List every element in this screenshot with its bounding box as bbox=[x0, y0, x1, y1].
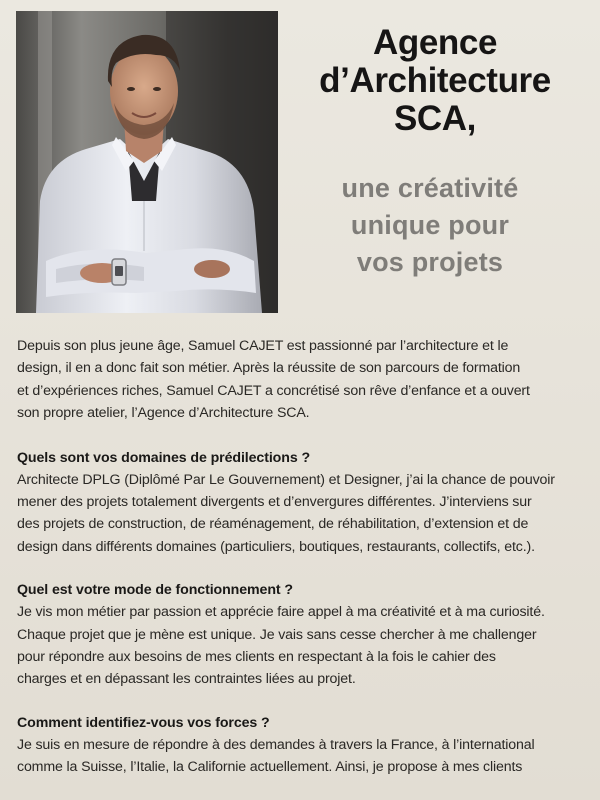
article-body bbox=[17, 335, 585, 800]
portrait-photo bbox=[16, 11, 278, 313]
intro-paragraph bbox=[17, 335, 585, 425]
answer-line: Chaque projet que je mène est unique. Je vais sans cesse chercher à me challenger bbox=[17, 626, 537, 643]
section-operating-mode bbox=[17, 579, 585, 691]
answer-line: Je suis en mesure de répondre à des demandes à travers la France, à l’international bbox=[17, 736, 535, 753]
title-line-3: SCA, bbox=[393, 99, 477, 138]
section-domains bbox=[17, 447, 585, 559]
title-line-2: d’Architecture bbox=[319, 61, 551, 100]
answer-line: Je vis mon métier par passion et apprécie faire appel à ma créativité et à ma curiosité. bbox=[17, 604, 545, 621]
intro-line: et d’expériences riches, Samuel CAJET a concrétisé son rêve d’enfance et a ouvert bbox=[17, 382, 530, 399]
answer-line: des projets de construction, de réaménagement, de réhabilitation, d’extension et de bbox=[17, 516, 529, 533]
answer-line: comme la Suisse, l’Italie, la Californie actuellement. Ainsi, je propose à mes clients bbox=[17, 759, 523, 776]
question-heading: Quels sont vos domaines de prédilections ? bbox=[17, 449, 311, 466]
answer-line: mener des projets totalement divergents et d’envergures différentes. J’interviens sur bbox=[17, 494, 532, 511]
article-subtitle bbox=[300, 170, 560, 281]
subtitle-line-2: unique pour bbox=[350, 210, 510, 240]
answer-paragraph bbox=[17, 734, 585, 779]
answer-line: pour répondre aux besoins de mes clients en respectant à la fois le cahier des bbox=[17, 649, 496, 666]
intro-line: son propre atelier, l’Agence d’Architecture SCA. bbox=[17, 405, 310, 422]
title-line-1: Agence bbox=[372, 23, 498, 62]
answer-line: design dans différents domaines (particuliers, boutiques, restaurants, collectifs, etc.). bbox=[17, 538, 535, 555]
article-title bbox=[300, 24, 570, 138]
subtitle-line-3: vos projets bbox=[356, 247, 504, 277]
question-heading: Comment identifiez-vous vos forces ? bbox=[17, 714, 270, 731]
answer-paragraph bbox=[17, 469, 585, 559]
answer-paragraph bbox=[17, 601, 585, 691]
intro-line: Depuis son plus jeune âge, Samuel CAJET est passionné par l’architecture et le bbox=[17, 338, 509, 354]
question-heading: Quel est votre mode de fonctionnement ? bbox=[17, 582, 293, 599]
section-strengths bbox=[17, 712, 585, 779]
subtitle-line-1: une créativité bbox=[341, 173, 519, 203]
answer-line: charges et en dépassant les contraintes liées au projet. bbox=[17, 671, 356, 688]
answer-line: Architecte DPLG (Diplômé Par Le Gouvernement) et Designer, j’ai la chance de pouvoir bbox=[17, 471, 555, 488]
intro-line: design, il en a donc fait son métier. Après la réussite de son parcours de formation bbox=[17, 360, 521, 377]
